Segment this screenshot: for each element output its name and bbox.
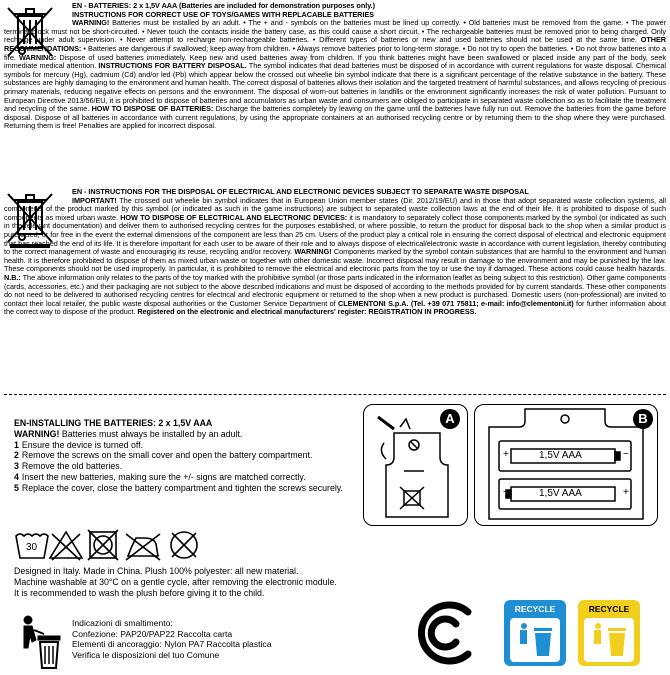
wash-temp-label: 30 bbox=[26, 542, 38, 553]
step-item: 3 Remove the old batteries. bbox=[14, 461, 123, 472]
made-in-line: Designed in Italy. Made in China. Plush 100% polyester: all new material. bbox=[14, 566, 299, 576]
no-dry-clean-icon bbox=[171, 532, 197, 558]
made-in-block bbox=[14, 566, 374, 598]
step-item: 4 Insert the new batteries, making sure the +/- signs are matched correctly. bbox=[14, 471, 306, 482]
weee-paragraph: IMPORTANT! The crossed out wheelie bin symbol indicates that in European Union member states (Dir. 2012/19/EU) and in those that adopt separated waste collection systems, all components of the product marked by this symbol (or indicated as such in the game instructions) are subject to separated waste collection laws at the end of their life. It is prohibited to dispose of such components as mixed urban waste. HOW TO DISPOSE OF ELECTRICAL AND ELECTRONIC DEVICES: it is mandatory to separately collect those components marked by the symbol (or indicated as such in the relevant documentation) and deliver them to authorised recycling centres for the purposes established, or where possible, to return the product for disposal back to the shop when a similar product is purchased, or for free in the event the external dimensions of the component are less than 25 cm. Users of the product play a critical role in ensuring the correct disposal of electrical and electronic equipment that has reached the end of its life. It is therefore important for each user to be aware of their role and to always dispose of electrical/electronic waste in accordance with current legislation, thereby contributing to the correct management of waste and encouraging its reuse, recycling and/or recovery. WARNING! Components marked by the symbol contain substances that are harmful to the environment and human health. It is therefore prohibited to dispose of them as mixed urban waste or together with other domestic waste. Incorrect disposal may result in damage to the environment and may be punished by the law. These components should not be used improperly. In particular, it is prohibited to remove the electrical and electronic parts from the toy or use the toy if damaged. These actions could cause health hazards. N.B.: The above information only relates to the parts of the toy marked with the prohibitive symbol (or those parts indicated in the information leaflet as being subject to this restriction). Other game components (cards, accessories, etc.) and their packaging are not subject to the above described indications and must be disposed of according to the methods provided for by current standards. These other components do not need to be delivered to authorised recycling centres for electrical and electronic equipment or returned to the shop when a new product is purchased. Domestic users (non-professional) are invited to contact their local retailer, the public waste disposal authorities or the Customer Service Department of CLEMENTONI S.p.A. (Tel. +39 071 75811; e-mail: info@clementoni.it) for further information about the correct way to dispose of the product. Registered on the electronic and electrical manufacturers' register: REGISTRATION IN PROGRESS. bbox=[4, 195, 666, 317]
battery-2-label: 1,5V AAA bbox=[539, 488, 582, 499]
recycle-blue-logo bbox=[504, 600, 566, 666]
installing-instructions bbox=[14, 418, 354, 494]
recycle-yellow-logo bbox=[578, 600, 640, 666]
weee-info-block bbox=[4, 188, 666, 317]
step-item: 1 Ensure the device is turned off. bbox=[14, 439, 144, 450]
step-item: 2 Remove the screws on the small cover and open the battery compartment. bbox=[14, 450, 313, 461]
installing-warning: WARNING! Batteries must always be installed by an adult. bbox=[14, 428, 243, 439]
minus-sign-2: − bbox=[503, 487, 509, 498]
person-bin-icon bbox=[14, 614, 66, 675]
battery-subtitle: INSTRUCTIONS FOR CORRECT USE OF TOYS/GAMES WITH REPLACABLE BATTERIES bbox=[72, 9, 374, 19]
dashed-divider bbox=[4, 394, 666, 395]
care-symbols bbox=[14, 528, 204, 567]
wash-advice-line: It is recommended to wash the plush before giving it to the child. bbox=[14, 587, 265, 598]
figure-b-battery-compartment bbox=[474, 404, 658, 526]
disposal-italian: Indicazioni di smaltimento: Confezione: PAP20/PAP22 Raccolta carta Elementi di ancoraggio: Nylon PA7 Raccolta plastica Verifica le disposizioni del tuo Comune bbox=[72, 618, 272, 660]
clementoni-logo-icon bbox=[410, 600, 480, 671]
battery-title: EN - BATTERIES: 2 x 1,5V AAA (Batteries are included for demonstration purposes only.) bbox=[72, 1, 376, 10]
weee-title: EN - INSTRUCTIONS FOR THE DISPOSAL OF ELECTRICAL AND ELECTRONIC DEVICES SUBJECT TO SEPARATE WASTE DISPOSAL bbox=[72, 187, 529, 196]
figure-a-cover-screw bbox=[363, 404, 468, 526]
battery-1-label: 1,5V AAA bbox=[539, 450, 582, 461]
figure-a-badge: A bbox=[440, 409, 460, 429]
figure-b-badge: B bbox=[633, 409, 653, 429]
recycle-label-1: RECYCLE bbox=[514, 604, 556, 614]
minus-sign-1: − bbox=[623, 449, 629, 460]
battery-info-block bbox=[4, 2, 666, 131]
wash-info-line: Machine washable at 30°C on a gentle cycle, after removing the electronic module. bbox=[14, 576, 337, 587]
installing-steps bbox=[14, 440, 354, 494]
battery-paragraph: WARNING! Batteries must be installed by an adult. • The + and - symbols on the batteries must be lined up correctly. • Old batteries must be removed from the game. • The power terminal block must not be short-circuited. • Never touch the contacts inside the battery case, as this could cause a short circuit. • The rechargeable batteries must be removed prior to being charged. Only recharge under adult supervision. • Never attempt to recharge non-rechargeable batteries. • Different types of batteries or new and used batteries should not be used at the same time. OTHER RECOMMENDATIONS: • Batteries are dangerous if swallowed; keep away from children. • Always remove batteries prior to long-term storage. • Do not try to open the batteries. • Do not throw batteries into a fire. WARNING: Dispose of used batteries immediately. Keep new and used batteries away from children. If you think batteries might have been swallowed or placed inside any part of the body, seek immediate medical attention. INSTRUCTIONS FOR BATTERY DISPOSAL. The symbol indicates that dead batteries must be disposed of in accordance with current regulations for waste disposal. Chemical symbols for mercury (Hg), cadmium (Cd) and/or led (Pb) which appear below the crossed out wheelie bin symbol indicate that there is a significant percentage of the relative substance in the battery. These substances are highly damaging to the environment and human health. The correct disposal of batteries allows their isolation and the targeted treatment of harmful substances, and allows recycling of precious primary materials, reducing negative effects on persons and the environment. The disposal of worn-out batteries in landfills or the environment significantly increases the risk of water pollution. Pursuant to European Directive 2013/56/EU, it is prohibited to dispose of batteries and accumulators as urban waste and consumers are obliged to participate in separated waste collection so as to facilitate the treatment and recycling of the same. HOW TO DISPOSE OF BATTERIES: Discharge the batteries completely by leaving on the game until the batteries have fully run out. Remove the batteries from the game before disposal. Dispose of all batteries in accordance with current regulations, by using the appropriate containers at an authorised recycling centre or by returning them to the shop where they were purchased. Returning them is free! Penalties are applied for incorrect disposal. bbox=[4, 18, 666, 131]
no-tumble-dry-icon bbox=[88, 530, 118, 560]
installing-title: EN-INSTALLING THE BATTERIES: 2 x 1,5V AAA bbox=[14, 418, 213, 428]
no-bleach-icon bbox=[50, 532, 82, 560]
step-item: 5 Replace the cover, close the battery compartment and tighten the screws securely. bbox=[14, 482, 343, 493]
plus-sign-2: + bbox=[623, 487, 629, 498]
recycle-label-2: RECYCLE bbox=[588, 604, 630, 614]
plus-sign-1: + bbox=[503, 449, 509, 460]
no-iron-icon bbox=[126, 534, 160, 560]
